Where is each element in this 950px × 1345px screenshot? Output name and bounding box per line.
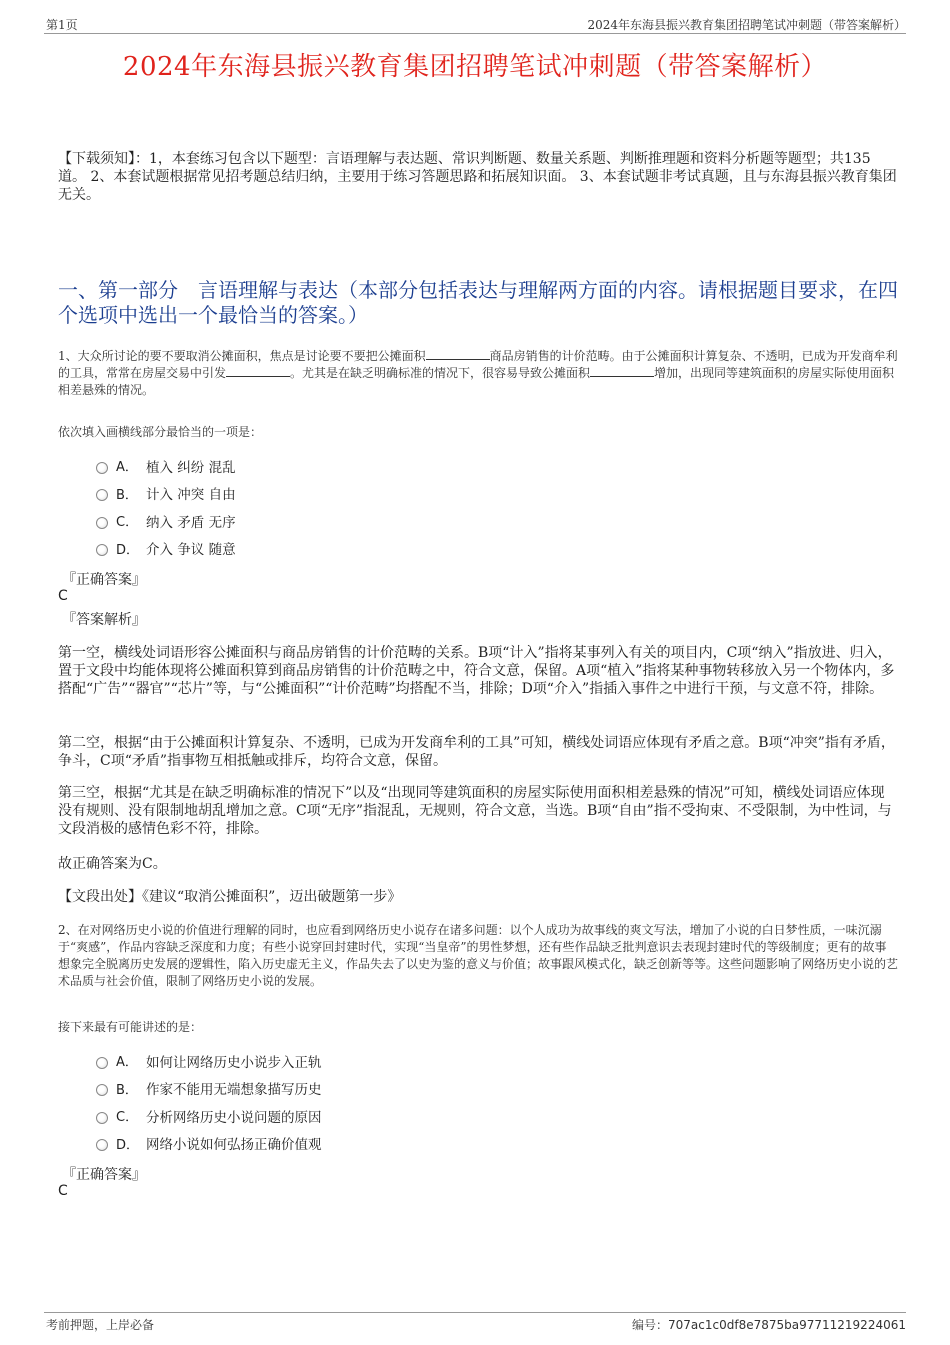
option-b[interactable]: B． 作家不能用无端想象描写历史 [96, 1075, 322, 1103]
option-d[interactable]: D． 网络小说如何弘扬正确价值观 [96, 1130, 322, 1158]
radio-icon[interactable] [96, 489, 108, 501]
source-citation: 【文段出处】《建议“取消公摊面积”，迈出破题第一步》 [58, 889, 402, 905]
analysis-conclusion: 故正确答案为C。 [58, 856, 167, 872]
radio-icon[interactable] [96, 462, 108, 474]
option-a[interactable]: A． 如何让网络历史小说步入正轨 [96, 1047, 322, 1075]
page-title: 2024年东海县振兴教育集团招聘笔试冲刺题（带答案解析） [122, 52, 828, 82]
question-2-prompt: 接下来最有可能讲述的是： [58, 1020, 203, 1034]
fill-blank [590, 365, 654, 377]
option-b[interactable]: B． 计入 冲突 自由 [96, 480, 236, 508]
radio-icon[interactable] [96, 544, 108, 556]
option-c[interactable]: C． 分析网络历史小说问题的原因 [96, 1102, 322, 1130]
radio-icon[interactable] [96, 517, 108, 529]
section-heading: 一、第一部分 言语理解与表达（本部分包括表达与理解两方面的内容。请根据题目要求，在四个选项中选出一个最恰当的答案。） [58, 278, 898, 327]
footer-slogan: 考前押题，上岸必备 [46, 1318, 155, 1332]
radio-icon[interactable] [96, 1112, 108, 1124]
question-1-prompt: 依次填入画横线部分最恰当的一项是： [58, 425, 263, 439]
page-footer [44, 1312, 906, 1332]
question-2-options [96, 1047, 322, 1157]
analysis-paragraph: 第一空，横线处词语形容公摊面积与商品房销售的计价范畴的关系。B项“计入”指将某事列入有关的项目内，C项“纳入”指放进、归入，置于文段中均能体现将公摊面积算到商品房销售的计价范畴之中，符合文意，保留。A项“植入”指将某种事物转移放入另一个物体内，多搭配“广告”“器官”“芯片”等，与“公摊面积”“计价范畴”均搭配不当，排除；D项“介入”指插入事件之中进行干预，与文意不符，排除。 [58, 645, 895, 697]
fill-blank [226, 365, 290, 377]
answer-value: C [58, 1183, 68, 1199]
header-doc-title: 2024年东海县振兴教育集团招聘笔试冲刺题（带答案解析） [587, 18, 906, 32]
answer-label: 『正确答案』 [62, 572, 146, 588]
analysis-label: 『答案解析』 [62, 612, 146, 628]
radio-icon[interactable] [96, 1084, 108, 1096]
answer-label: 『正确答案』 [62, 1167, 146, 1183]
option-d[interactable]: D． 介入 争议 随意 [96, 535, 236, 563]
fill-blank [426, 348, 490, 360]
option-a[interactable]: A． 植入 纠纷 混乱 [96, 452, 236, 480]
page-number: 第1页 [46, 18, 78, 32]
page-header [44, 14, 906, 34]
question-1-options [96, 452, 236, 562]
download-notice: 【下载须知】：1，本套练习包含以下题型：言语理解与表达题、常识判断题、数量关系题、判断推理题和资料分析题等题型；共135道。 2、本套试题根据常见招考题总结归纳，主要用于练习答题思路和拓展知识面。 3、本套试题非考试真题，且与东海县振兴教育集团无关。 [58, 151, 897, 203]
footer-code: 编号：707ac1c0df8e7875ba97711219224061 [632, 1318, 906, 1332]
analysis-paragraph: 第二空，根据“由于公摊面积计算复杂、不透明，已成为开发商牟利的工具”可知，横线处词语应体现有矛盾之意。B项“冲突”指有矛盾，争斗，C项“矛盾”指事物互相抵触或排斥，均符合文意，保留。 [58, 735, 895, 769]
radio-icon[interactable] [96, 1057, 108, 1069]
answer-value: C [58, 588, 68, 604]
question-1-stem: 1、大众所讨论的要不要取消公摊面积，焦点是讨论要不要把公摊面积 商品房销售的计价范畴。由于公摊面积计算复杂、不透明，已成为开发商牟利的工具，常常在房屋交易中引发 。尤其是在缺乏明确标准的情况下，很容易导致公摊面积 增加，出现同等建筑面积的房屋实际使用面积相差悬殊的情况。 [58, 349, 898, 397]
analysis-paragraph: 第三空，根据“尤其是在缺乏明确标准的情况下”以及“出现同等建筑面积的房屋实际使用面积相差悬殊的情况”可知，横线处词语应体现没有规则、没有限制地胡乱增加之意。C项“无序”指混乱，无规则，符合文意，当选。B项“自由”指不受拘束、不受限制，为中性词，与文段消极的感情色彩不符，排除。 [58, 785, 892, 837]
option-c[interactable]: C． 纳入 矛盾 无序 [96, 507, 236, 535]
question-2-stem: 2、在对网络历史小说的价值进行理解的同时，也应看到网络历史小说存在诸多问题：以个人成功为故事线的爽文写法，增加了小说的白日梦性质，一味沉溺于“爽感”，作品内容缺乏深度和力度；有些小说穿回封建时代，实现“当皇帝”的男性梦想，还有些作品缺乏批判意识去表现封建时代的等级制度；更有的故事想象完全脱离历史发展的逻辑性，陷入历史虚无主义，作品失去了以史为鉴的意义与价值；故事跟风模式化，缺乏创新等等。这些问题影响了网络历史小说的艺术品质与社会价值，限制了网络历史小说的发展。 [58, 923, 899, 988]
radio-icon[interactable] [96, 1139, 108, 1151]
